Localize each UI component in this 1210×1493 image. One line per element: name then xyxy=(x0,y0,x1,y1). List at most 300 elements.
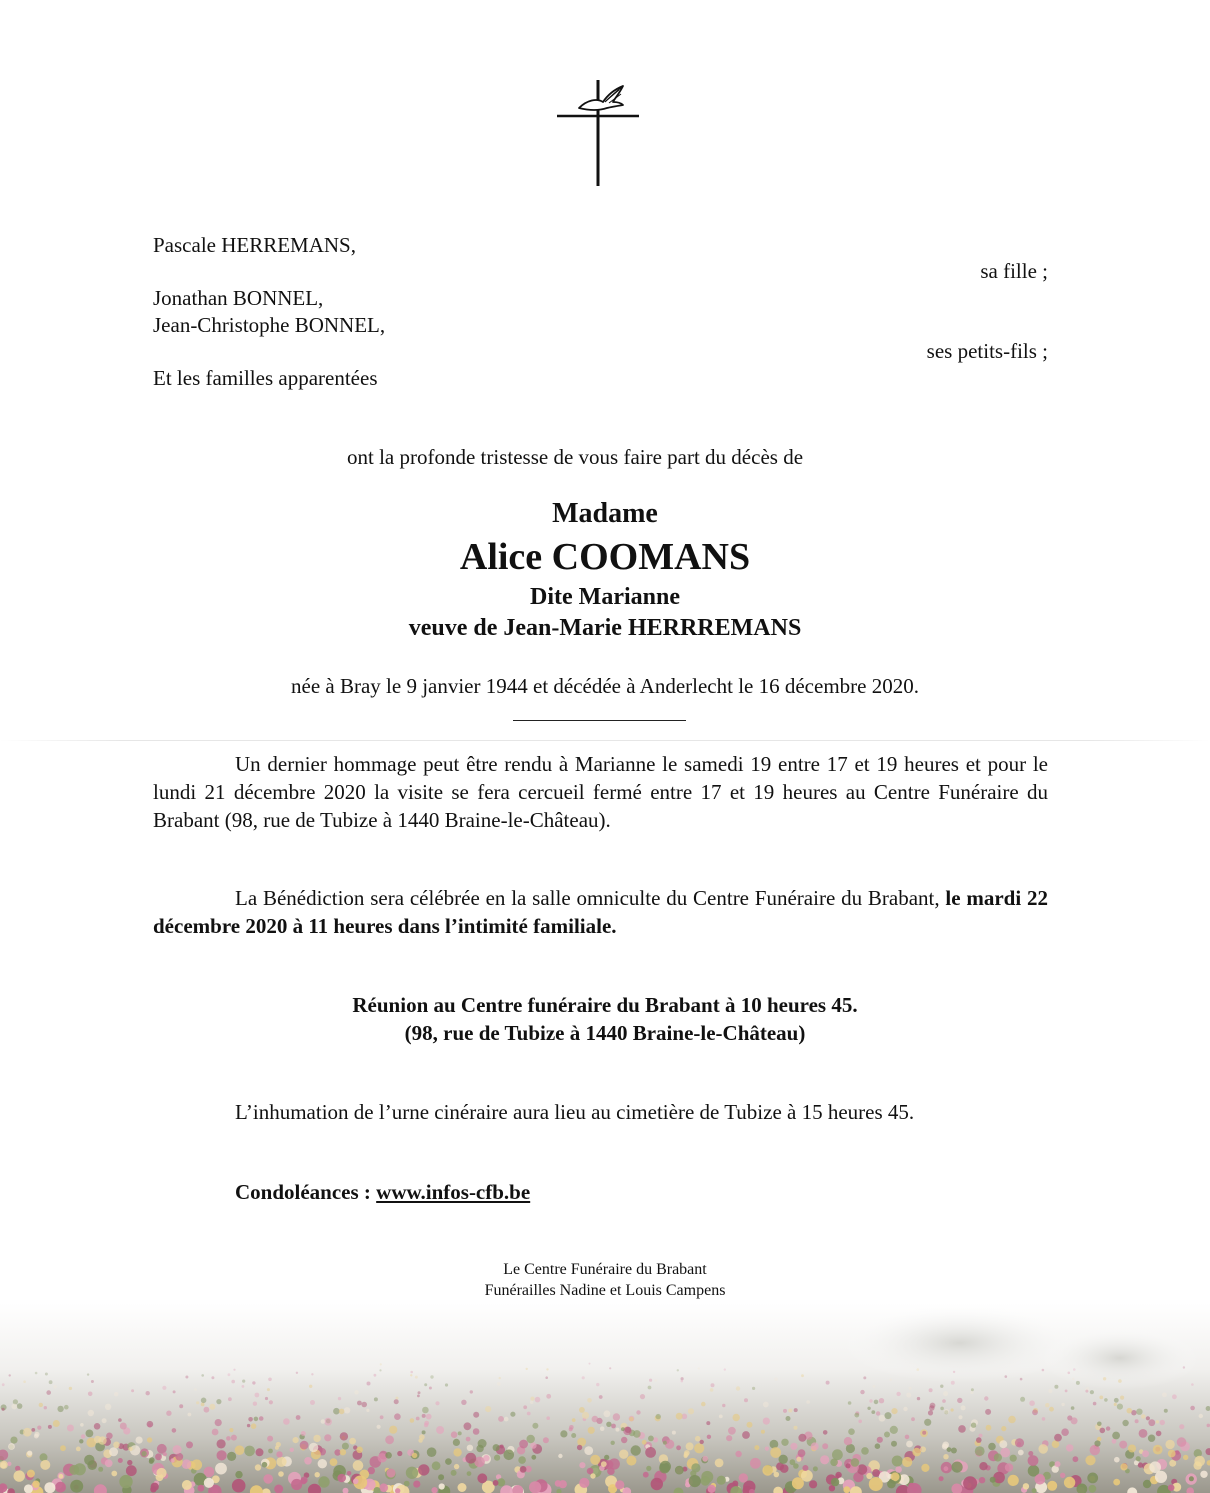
flower-dot xyxy=(227,1452,236,1461)
flower-dot xyxy=(1113,1479,1120,1486)
flower-dot xyxy=(689,1475,701,1487)
flower-dot xyxy=(1103,1377,1106,1380)
flower-dot xyxy=(276,1457,286,1467)
flower-dot xyxy=(823,1430,828,1435)
flower-dot xyxy=(571,1433,576,1438)
flower-dot xyxy=(127,1460,132,1465)
flower-dot xyxy=(717,1476,726,1485)
flower-dot xyxy=(340,1449,346,1455)
flower-dot xyxy=(979,1462,987,1470)
flower-dot xyxy=(379,1369,381,1371)
flower-dot xyxy=(84,1455,94,1465)
flower-dot xyxy=(385,1452,392,1459)
flower-dot xyxy=(798,1434,806,1442)
flower-dot xyxy=(774,1472,780,1478)
flower-dot xyxy=(23,1380,26,1383)
flower-dot xyxy=(356,1447,363,1454)
flower-dot xyxy=(379,1483,388,1492)
flower-dot xyxy=(633,1430,641,1438)
flower-dot xyxy=(111,1471,117,1477)
flower-dot xyxy=(951,1381,955,1385)
grandsons-role: ses petits-fils ; xyxy=(926,339,1048,363)
flower-dot xyxy=(255,1393,260,1398)
flower-dot xyxy=(1042,1369,1045,1372)
flower-dot xyxy=(940,1385,943,1388)
flower-dot xyxy=(780,1464,789,1473)
flower-dot xyxy=(806,1400,810,1404)
flower-dot xyxy=(959,1415,963,1419)
flower-dot xyxy=(809,1480,817,1488)
flower-dot xyxy=(860,1390,864,1394)
flower-dot xyxy=(891,1408,897,1414)
flower-dot xyxy=(1,1408,4,1411)
flower-dot xyxy=(268,1378,272,1382)
flower-dot xyxy=(1028,1451,1033,1456)
flower-dot xyxy=(338,1397,341,1400)
flower-dot xyxy=(310,1400,315,1405)
flower-dot xyxy=(929,1388,933,1392)
flower-dot xyxy=(330,1458,338,1466)
flower-dot xyxy=(518,1456,526,1464)
flower-dot xyxy=(702,1456,708,1462)
flower-dot xyxy=(631,1445,641,1455)
flower-dot xyxy=(244,1446,255,1457)
flower-dot xyxy=(429,1387,432,1390)
flower-dot xyxy=(1018,1450,1024,1456)
flower-dot xyxy=(698,1367,700,1369)
flower-dot xyxy=(354,1390,358,1394)
flower-dot xyxy=(321,1419,326,1424)
flower-dot xyxy=(1194,1461,1202,1469)
flower-dot xyxy=(64,1405,69,1410)
flower-dot xyxy=(587,1398,592,1403)
flower-dot xyxy=(555,1480,562,1487)
flower-dot xyxy=(1183,1366,1185,1368)
flower-dot xyxy=(438,1474,444,1480)
flower-dot xyxy=(1117,1404,1123,1410)
flower-dot xyxy=(1085,1390,1088,1393)
flower-dot xyxy=(1042,1417,1046,1421)
flower-dot xyxy=(114,1392,118,1396)
flower-dot xyxy=(625,1427,631,1433)
flower-dot xyxy=(79,1439,83,1443)
flower-dot xyxy=(1005,1463,1013,1471)
flower-dot xyxy=(466,1437,471,1442)
flower-dot xyxy=(476,1445,483,1452)
flower-dot xyxy=(994,1453,1002,1461)
flower-dot xyxy=(98,1436,106,1444)
flower-dot xyxy=(979,1477,985,1483)
flower-dot xyxy=(1093,1402,1097,1406)
flower-dot xyxy=(532,1423,538,1429)
flower-dot xyxy=(473,1428,480,1435)
flower-dot xyxy=(750,1458,761,1469)
flower-dot xyxy=(1008,1416,1016,1424)
flower-dot xyxy=(39,1403,43,1407)
deceased-name: Alice COOMANS xyxy=(459,536,751,578)
flower-dot xyxy=(353,1479,359,1485)
flower-dot xyxy=(1165,1440,1174,1449)
flower-dot xyxy=(1052,1440,1060,1448)
flower-dot xyxy=(979,1434,983,1438)
flower-dot xyxy=(854,1413,859,1418)
flower-dot xyxy=(424,1383,427,1386)
flower-dot xyxy=(422,1407,429,1414)
flower-dot xyxy=(963,1476,977,1490)
flower-dot xyxy=(412,1453,417,1458)
flower-dot xyxy=(747,1422,753,1428)
flower-dot xyxy=(783,1409,787,1413)
flower-dot xyxy=(170,1458,174,1462)
flower-dot xyxy=(601,1461,607,1467)
flower-dot xyxy=(229,1428,233,1432)
flower-dot xyxy=(451,1431,458,1438)
flower-dot xyxy=(499,1377,501,1379)
flower-dot xyxy=(131,1389,134,1392)
flower-dot xyxy=(1015,1438,1024,1447)
flower-dot xyxy=(1038,1444,1048,1454)
flower-dot xyxy=(726,1435,732,1441)
flower-dot xyxy=(57,1406,63,1412)
flower-dot xyxy=(774,1377,777,1380)
flower-dot xyxy=(175,1453,183,1461)
flower-dot xyxy=(212,1429,219,1436)
flower-dot xyxy=(604,1410,611,1417)
flower-dot xyxy=(1160,1420,1165,1425)
flower-dot xyxy=(1097,1422,1102,1427)
flower-dot xyxy=(1114,1457,1120,1463)
flower-dot xyxy=(467,1471,472,1476)
flower-dot xyxy=(1142,1450,1149,1457)
flower-dot xyxy=(928,1410,933,1415)
flower-dot xyxy=(944,1409,949,1414)
daughter-name: Pascale HERREMANS, xyxy=(153,233,356,257)
flower-dot xyxy=(863,1376,866,1379)
flower-dot xyxy=(48,1425,52,1429)
flower-dot xyxy=(546,1416,550,1420)
flower-dot xyxy=(1020,1378,1023,1381)
flower-dot xyxy=(971,1388,974,1391)
flower-dot xyxy=(1066,1444,1073,1451)
flower-dot xyxy=(267,1436,273,1442)
flower-dot xyxy=(27,1470,35,1478)
flower-dot xyxy=(1073,1456,1079,1462)
flower-dot xyxy=(118,1418,122,1422)
flower-dot xyxy=(615,1480,624,1489)
flower-dot xyxy=(596,1383,599,1386)
flower-dot xyxy=(607,1467,615,1475)
flower-dot xyxy=(17,1403,23,1409)
flower-dot xyxy=(504,1450,515,1461)
flower-dot xyxy=(681,1377,684,1380)
flower-dot xyxy=(1073,1368,1076,1371)
flower-dot xyxy=(427,1447,437,1457)
flower-dot xyxy=(648,1436,654,1442)
flower-dot xyxy=(1071,1417,1078,1424)
flower-dot xyxy=(1087,1473,1098,1484)
flower-dot xyxy=(642,1440,647,1445)
flower-dot xyxy=(228,1397,232,1401)
flower-dot xyxy=(389,1426,397,1434)
flower-dot xyxy=(588,1427,595,1434)
flower-dot xyxy=(844,1437,852,1445)
flower-dot xyxy=(458,1483,467,1492)
flower-dot xyxy=(604,1455,609,1460)
flower-dot xyxy=(9,1374,11,1376)
flower-dot xyxy=(259,1416,264,1421)
flower-dot xyxy=(417,1395,420,1398)
grandson-2: Jean-Christophe BONNEL, xyxy=(153,313,386,337)
flower-dot xyxy=(415,1376,418,1379)
flower-dot xyxy=(485,1406,491,1412)
homage-text: Un dernier hommage peut être rendu à Marianne le samedi 19 entre 17 et 19 heures et pour le lundi 21 décembre 2020 la visite se fera cercueil fermé entre 17 et 19 heures au Centre Funéraire du Brabant (98, rue de Tubize à 1440 Braine-le-Château). xyxy=(153,752,1048,832)
flower-dot xyxy=(268,1449,273,1454)
flower-dot xyxy=(707,1435,711,1439)
flower-dot xyxy=(891,1441,897,1447)
flower-dot xyxy=(951,1448,957,1454)
flower-dot xyxy=(253,1402,257,1406)
flower-dot xyxy=(943,1391,948,1396)
flower-dot xyxy=(146,1391,150,1395)
flower-dot xyxy=(790,1443,797,1450)
flower-dot xyxy=(582,1412,589,1419)
flower-dot xyxy=(105,1404,111,1410)
flower-dot xyxy=(418,1391,421,1394)
flower-dot xyxy=(1122,1420,1128,1426)
flower-dot xyxy=(337,1474,346,1483)
flower-dot xyxy=(470,1390,473,1393)
flower-dot xyxy=(616,1428,620,1432)
flower-dot xyxy=(11,1404,17,1410)
flower-dot xyxy=(166,1411,171,1416)
flower-dot xyxy=(733,1414,740,1421)
flower-dot xyxy=(1055,1461,1061,1467)
flower-dot xyxy=(656,1414,661,1419)
flower-dot xyxy=(120,1423,127,1430)
deceased-nickname: Dite Marianne xyxy=(530,584,680,610)
flower-dot xyxy=(903,1407,907,1411)
flower-dot xyxy=(318,1459,327,1468)
flower-dot xyxy=(196,1401,199,1404)
flower-dot xyxy=(1106,1426,1110,1430)
flower-dot xyxy=(1168,1484,1175,1491)
flower-dot xyxy=(394,1399,399,1404)
flower-dot xyxy=(60,1445,66,1451)
flower-dot xyxy=(971,1423,976,1428)
flower-dot xyxy=(445,1383,448,1386)
flower-dot xyxy=(688,1408,694,1414)
flower-dot xyxy=(754,1445,759,1450)
flower-dot xyxy=(892,1456,903,1467)
flower-dot xyxy=(529,1481,541,1493)
flower-dot xyxy=(255,1464,261,1470)
flower-dot xyxy=(788,1409,792,1413)
flower-dot xyxy=(1104,1398,1108,1402)
flower-dot xyxy=(1136,1409,1142,1415)
flower-dot xyxy=(889,1379,892,1382)
flower-dot xyxy=(1112,1439,1117,1444)
flower-dot xyxy=(493,1444,500,1451)
flower-dot xyxy=(14,1470,25,1481)
flower-dot xyxy=(1023,1483,1029,1489)
flower-dot xyxy=(1032,1488,1037,1493)
flower-dot xyxy=(848,1401,852,1405)
flower-dot xyxy=(735,1451,741,1457)
flower-dot xyxy=(418,1464,429,1475)
flower-dot xyxy=(675,1466,684,1475)
flower-dot xyxy=(951,1408,954,1411)
homage-paragraph xyxy=(153,750,1048,834)
flower-dot xyxy=(31,1428,35,1432)
flower-dot xyxy=(1136,1456,1141,1461)
flower-dot xyxy=(877,1437,883,1443)
flower-dot xyxy=(1114,1403,1117,1406)
benediction-text: La Bénédiction sera célébrée en la salle omniculte du Centre Funéraire du Brabant, xyxy=(235,886,946,910)
flower-dot xyxy=(930,1403,936,1409)
flower-dot xyxy=(204,1478,214,1488)
flower-dot xyxy=(811,1442,819,1450)
flower-dot xyxy=(377,1425,381,1429)
flower-dot xyxy=(715,1459,724,1468)
flower-dot xyxy=(155,1453,162,1460)
flower-dot xyxy=(45,1373,48,1376)
flower-dot xyxy=(940,1407,944,1411)
flower-dot xyxy=(109,1447,118,1456)
flower-dot xyxy=(985,1409,991,1415)
meeting-line-1: Réunion au Centre funéraire du Brabant à 10 heures 45. xyxy=(352,993,858,1017)
flower-dot xyxy=(912,1448,921,1457)
flower-dot xyxy=(247,1424,250,1427)
flower-dot xyxy=(826,1381,830,1385)
flower-dot xyxy=(173,1445,182,1454)
flower-dot xyxy=(831,1478,839,1486)
flower-dot xyxy=(439,1483,445,1489)
announcement-intro: ont la profonde tristesse de vous faire part du décès de xyxy=(347,445,804,469)
flower-dot xyxy=(309,1443,318,1452)
flower-dot xyxy=(523,1405,527,1409)
flower-dot xyxy=(1090,1390,1094,1394)
flower-dot xyxy=(349,1438,356,1445)
flower-dot xyxy=(1054,1434,1062,1442)
flower-dot xyxy=(1099,1396,1103,1400)
flower-dot xyxy=(53,1420,60,1427)
flower-dot xyxy=(765,1447,769,1451)
flower-dot xyxy=(843,1486,850,1493)
flower-dot xyxy=(397,1451,402,1456)
flower-dot xyxy=(1068,1372,1071,1375)
flower-dot xyxy=(611,1441,615,1445)
flower-dot xyxy=(676,1445,681,1450)
flower-dot xyxy=(231,1435,237,1441)
flower-dot xyxy=(233,1369,235,1371)
flower-dot xyxy=(126,1465,137,1476)
flower-dot xyxy=(141,1451,146,1456)
flower-dot xyxy=(519,1440,528,1449)
flower-dot xyxy=(879,1398,884,1403)
flower-dot xyxy=(744,1398,748,1402)
flower-dot xyxy=(975,1446,985,1456)
flower-dot xyxy=(794,1408,798,1412)
condolences-link[interactable]: www.infos-cfb.be xyxy=(376,1180,531,1204)
flower-dot xyxy=(867,1407,870,1410)
flower-dot xyxy=(374,1397,378,1401)
flower-dot xyxy=(663,1441,667,1445)
flower-dot xyxy=(416,1417,420,1421)
flower-dot xyxy=(248,1417,253,1422)
flower-dot xyxy=(708,1485,716,1493)
flower-dot xyxy=(584,1446,593,1455)
flower-dot xyxy=(802,1465,808,1471)
flower-dot xyxy=(324,1434,331,1441)
flower-dot xyxy=(869,1399,872,1402)
flower-dot xyxy=(252,1381,255,1384)
flower-dot xyxy=(961,1405,966,1410)
flower-dot xyxy=(254,1417,259,1422)
condolences-line xyxy=(235,1178,530,1206)
flower-dot xyxy=(781,1439,788,1446)
flower-dot xyxy=(1153,1445,1163,1455)
cross-with-dove-icon xyxy=(553,76,643,190)
flower-dot xyxy=(530,1397,534,1401)
flower-dot xyxy=(1139,1429,1148,1438)
flower-dot xyxy=(262,1462,268,1468)
flower-dot xyxy=(943,1454,948,1459)
flower-dot xyxy=(672,1431,676,1435)
flower-dot xyxy=(626,1456,636,1466)
flower-dot xyxy=(761,1430,765,1434)
flower-dot xyxy=(535,1397,541,1403)
flower-dot xyxy=(445,1458,452,1465)
flower-dot xyxy=(1060,1473,1065,1478)
flower-dot xyxy=(275,1446,279,1450)
flower-dot xyxy=(1001,1426,1006,1431)
flower-dot xyxy=(719,1415,723,1419)
flower-dot xyxy=(1076,1381,1080,1385)
flower-dot xyxy=(1112,1432,1120,1440)
flower-dot xyxy=(1005,1375,1008,1378)
flower-dot xyxy=(98,1467,103,1472)
flower-dot xyxy=(569,1427,573,1431)
flower-dot xyxy=(779,1455,788,1464)
flower-dot xyxy=(188,1413,192,1417)
flower-dot xyxy=(590,1473,595,1478)
flower-dot xyxy=(921,1464,929,1472)
flower-dot xyxy=(874,1400,879,1405)
flower-dot xyxy=(394,1413,401,1420)
flower-dot xyxy=(577,1445,582,1450)
flower-dot xyxy=(1207,1424,1210,1428)
flower-dot xyxy=(318,1476,329,1487)
flower-dot xyxy=(820,1455,829,1464)
flower-dot xyxy=(572,1418,576,1422)
flower-dot xyxy=(846,1463,851,1468)
flower-dot xyxy=(1120,1396,1124,1400)
flower-dot xyxy=(879,1415,886,1422)
flower-dot xyxy=(374,1374,377,1377)
flower-dot xyxy=(276,1451,282,1457)
flower-dot xyxy=(722,1404,725,1407)
flower-dot xyxy=(422,1414,426,1418)
flower-dot xyxy=(40,1460,50,1470)
flower-dot xyxy=(216,1399,221,1404)
flower-dot xyxy=(163,1452,167,1456)
daughter-role: sa fille ; xyxy=(980,259,1048,283)
flower-dot xyxy=(172,1428,177,1433)
flower-dot xyxy=(1064,1477,1075,1488)
flower-dot xyxy=(269,1400,273,1404)
flower-dot xyxy=(483,1455,489,1461)
footer-line-2: Funérailles Nadine et Louis Campens xyxy=(484,1282,726,1299)
